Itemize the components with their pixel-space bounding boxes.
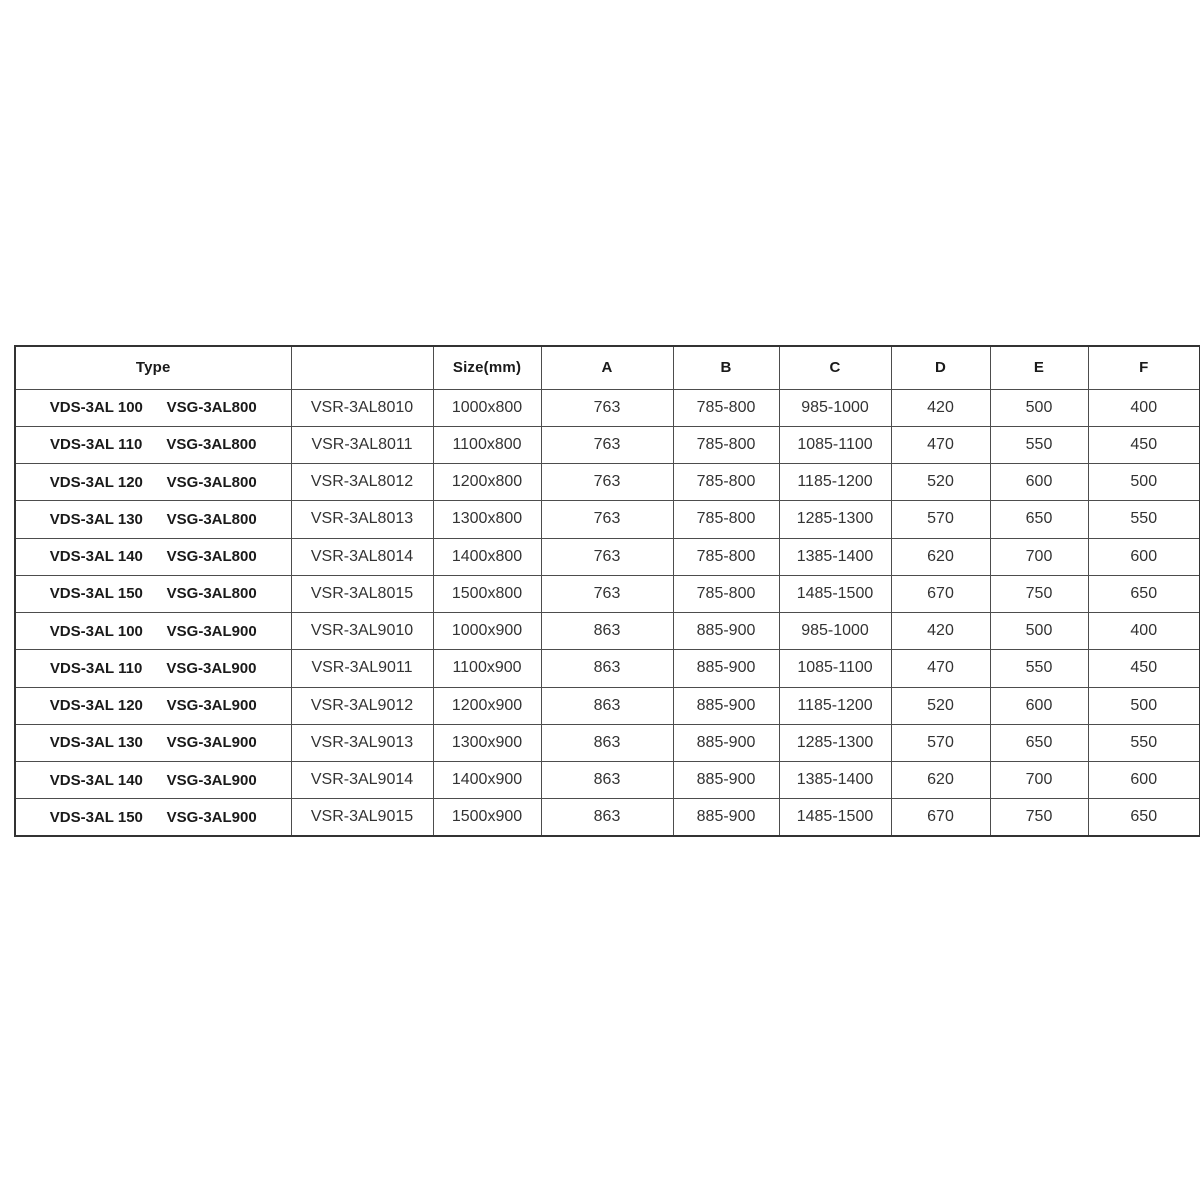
cell-a: 863 <box>541 687 673 724</box>
table-row <box>15 613 1200 650</box>
type-code-vsg: VSG-3AL800 <box>166 399 257 417</box>
cell-d: 570 <box>891 724 990 761</box>
cell-c: 1385-1400 <box>779 538 891 575</box>
col-header-c: C <box>779 346 891 389</box>
cell-b: 785-800 <box>673 575 779 612</box>
col-header-model <box>291 346 433 389</box>
cell-size: 1200x800 <box>433 464 541 501</box>
cell-model: VSR-3AL9015 <box>291 799 433 836</box>
cell-f: 550 <box>1088 501 1200 538</box>
cell-c: 1485-1500 <box>779 575 891 612</box>
type-code-vsg: VSG-3AL800 <box>166 510 257 528</box>
cell-c: 1085-1100 <box>779 426 891 463</box>
cell-e: 700 <box>990 762 1088 799</box>
type-code-vds: VDS-3AL 120 <box>49 473 143 491</box>
cell-size: 1200x900 <box>433 687 541 724</box>
cell-d: 520 <box>891 687 990 724</box>
cell-e: 600 <box>990 687 1088 724</box>
table-row <box>15 389 1200 426</box>
table-row <box>15 538 1200 575</box>
cell-e: 650 <box>990 724 1088 761</box>
cell-e: 650 <box>990 501 1088 538</box>
cell-d: 670 <box>891 799 990 836</box>
cell-size: 1300x800 <box>433 501 541 538</box>
cell-f: 450 <box>1088 426 1200 463</box>
table-row <box>15 426 1200 463</box>
cell-model: VSR-3AL8011 <box>291 426 433 463</box>
cell-c: 1285-1300 <box>779 724 891 761</box>
cell-b: 785-800 <box>673 538 779 575</box>
cell-d: 420 <box>891 613 990 650</box>
cell-b: 885-900 <box>673 650 779 687</box>
cell-d: 470 <box>891 426 990 463</box>
type-code-vsg: VSG-3AL900 <box>166 808 257 826</box>
cell-d: 620 <box>891 762 990 799</box>
table-row <box>15 762 1200 799</box>
cell-f: 550 <box>1088 724 1200 761</box>
cell-model: VSR-3AL8013 <box>291 501 433 538</box>
cell-f: 600 <box>1088 538 1200 575</box>
type-code-vds: VDS-3AL 150 <box>49 585 143 603</box>
col-header-type: Type <box>15 346 291 389</box>
cell-e: 700 <box>990 538 1088 575</box>
col-header-d: D <box>891 346 990 389</box>
cell-a: 763 <box>541 575 673 612</box>
cell-size: 1300x900 <box>433 724 541 761</box>
cell-d: 470 <box>891 650 990 687</box>
type-code-vsg: VSG-3AL900 <box>166 697 257 715</box>
cell-c: 1185-1200 <box>779 687 891 724</box>
cell-f: 400 <box>1088 389 1200 426</box>
cell-a: 863 <box>541 799 673 836</box>
cell-b: 885-900 <box>673 762 779 799</box>
type-code-vds: VDS-3AL 140 <box>49 771 143 789</box>
cell-size: 1100x800 <box>433 426 541 463</box>
table-row <box>15 799 1200 836</box>
cell-type-pair <box>15 799 291 836</box>
cell-f: 400 <box>1088 613 1200 650</box>
cell-size: 1400x900 <box>433 762 541 799</box>
cell-model: VSR-3AL8014 <box>291 538 433 575</box>
cell-c: 1185-1200 <box>779 464 891 501</box>
cell-a: 763 <box>541 426 673 463</box>
cell-f: 600 <box>1088 762 1200 799</box>
cell-model: VSR-3AL8015 <box>291 575 433 612</box>
table-row <box>15 724 1200 761</box>
cell-type-pair <box>15 464 291 501</box>
cell-b: 785-800 <box>673 501 779 538</box>
cell-type-pair <box>15 762 291 799</box>
cell-d: 620 <box>891 538 990 575</box>
col-header-size: Size(mm) <box>433 346 541 389</box>
cell-a: 863 <box>541 762 673 799</box>
cell-e: 500 <box>990 613 1088 650</box>
type-code-vsg: VSG-3AL800 <box>166 548 257 566</box>
cell-a: 863 <box>541 613 673 650</box>
cell-model: VSR-3AL9012 <box>291 687 433 724</box>
cell-c: 1285-1300 <box>779 501 891 538</box>
cell-c: 985-1000 <box>779 389 891 426</box>
cell-size: 1500x900 <box>433 799 541 836</box>
type-code-vsg: VSG-3AL900 <box>166 734 257 752</box>
type-code-vds: VDS-3AL 100 <box>49 399 143 417</box>
type-code-vsg: VSG-3AL900 <box>166 659 257 677</box>
cell-b: 885-900 <box>673 799 779 836</box>
cell-f: 500 <box>1088 464 1200 501</box>
cell-f: 650 <box>1088 575 1200 612</box>
cell-a: 863 <box>541 650 673 687</box>
type-code-vds: VDS-3AL 130 <box>49 510 143 528</box>
cell-d: 570 <box>891 501 990 538</box>
type-code-vds: VDS-3AL 100 <box>49 622 143 640</box>
cell-size: 1000x800 <box>433 389 541 426</box>
cell-type-pair <box>15 426 291 463</box>
cell-a: 863 <box>541 724 673 761</box>
cell-b: 885-900 <box>673 613 779 650</box>
cell-size: 1100x900 <box>433 650 541 687</box>
cell-type-pair <box>15 687 291 724</box>
cell-size: 1400x800 <box>433 538 541 575</box>
cell-model: VSR-3AL8012 <box>291 464 433 501</box>
cell-model: VSR-3AL8010 <box>291 389 433 426</box>
cell-c: 985-1000 <box>779 613 891 650</box>
cell-model: VSR-3AL9010 <box>291 613 433 650</box>
cell-f: 500 <box>1088 687 1200 724</box>
cell-e: 600 <box>990 464 1088 501</box>
cell-model: VSR-3AL9014 <box>291 762 433 799</box>
cell-a: 763 <box>541 389 673 426</box>
cell-size: 1000x900 <box>433 613 541 650</box>
cell-d: 670 <box>891 575 990 612</box>
type-code-vsg: VSG-3AL900 <box>166 622 257 640</box>
header-row <box>15 346 1200 389</box>
cell-e: 750 <box>990 799 1088 836</box>
cell-type-pair <box>15 650 291 687</box>
type-code-vds: VDS-3AL 110 <box>50 659 143 677</box>
col-header-f: F <box>1088 346 1200 389</box>
cell-model: VSR-3AL9011 <box>291 650 433 687</box>
cell-a: 763 <box>541 501 673 538</box>
cell-a: 763 <box>541 464 673 501</box>
cell-d: 520 <box>891 464 990 501</box>
table-row <box>15 501 1200 538</box>
cell-e: 500 <box>990 389 1088 426</box>
type-code-vsg: VSG-3AL800 <box>166 473 257 491</box>
type-code-vsg: VSG-3AL800 <box>166 585 257 603</box>
type-code-vds: VDS-3AL 120 <box>49 697 143 715</box>
type-code-vsg: VSG-3AL900 <box>166 771 257 789</box>
cell-c: 1385-1400 <box>779 762 891 799</box>
cell-e: 550 <box>990 426 1088 463</box>
cell-e: 750 <box>990 575 1088 612</box>
cell-a: 763 <box>541 538 673 575</box>
cell-model: VSR-3AL9013 <box>291 724 433 761</box>
type-code-vds: VDS-3AL 140 <box>49 548 143 566</box>
type-code-vsg: VSG-3AL800 <box>166 436 257 454</box>
cell-b: 885-900 <box>673 687 779 724</box>
type-code-vds: VDS-3AL 110 <box>50 436 143 454</box>
cell-size: 1500x800 <box>433 575 541 612</box>
type-code-vds: VDS-3AL 150 <box>49 808 143 826</box>
col-header-e: E <box>990 346 1088 389</box>
cell-f: 650 <box>1088 799 1200 836</box>
cell-b: 785-800 <box>673 426 779 463</box>
table-row <box>15 575 1200 612</box>
cell-b: 785-800 <box>673 389 779 426</box>
cell-c: 1085-1100 <box>779 650 891 687</box>
spec-table <box>14 345 1200 837</box>
table-body <box>15 389 1200 836</box>
cell-b: 885-900 <box>673 724 779 761</box>
cell-e: 550 <box>990 650 1088 687</box>
cell-c: 1485-1500 <box>779 799 891 836</box>
type-code-vds: VDS-3AL 130 <box>49 734 143 752</box>
cell-type-pair <box>15 538 291 575</box>
cell-b: 785-800 <box>673 464 779 501</box>
cell-type-pair <box>15 501 291 538</box>
table-row <box>15 650 1200 687</box>
table-row <box>15 687 1200 724</box>
table-row <box>15 464 1200 501</box>
col-header-b: B <box>673 346 779 389</box>
cell-d: 420 <box>891 389 990 426</box>
cell-f: 450 <box>1088 650 1200 687</box>
col-header-a: A <box>541 346 673 389</box>
cell-type-pair <box>15 575 291 612</box>
cell-type-pair <box>15 724 291 761</box>
cell-type-pair <box>15 389 291 426</box>
cell-type-pair <box>15 613 291 650</box>
